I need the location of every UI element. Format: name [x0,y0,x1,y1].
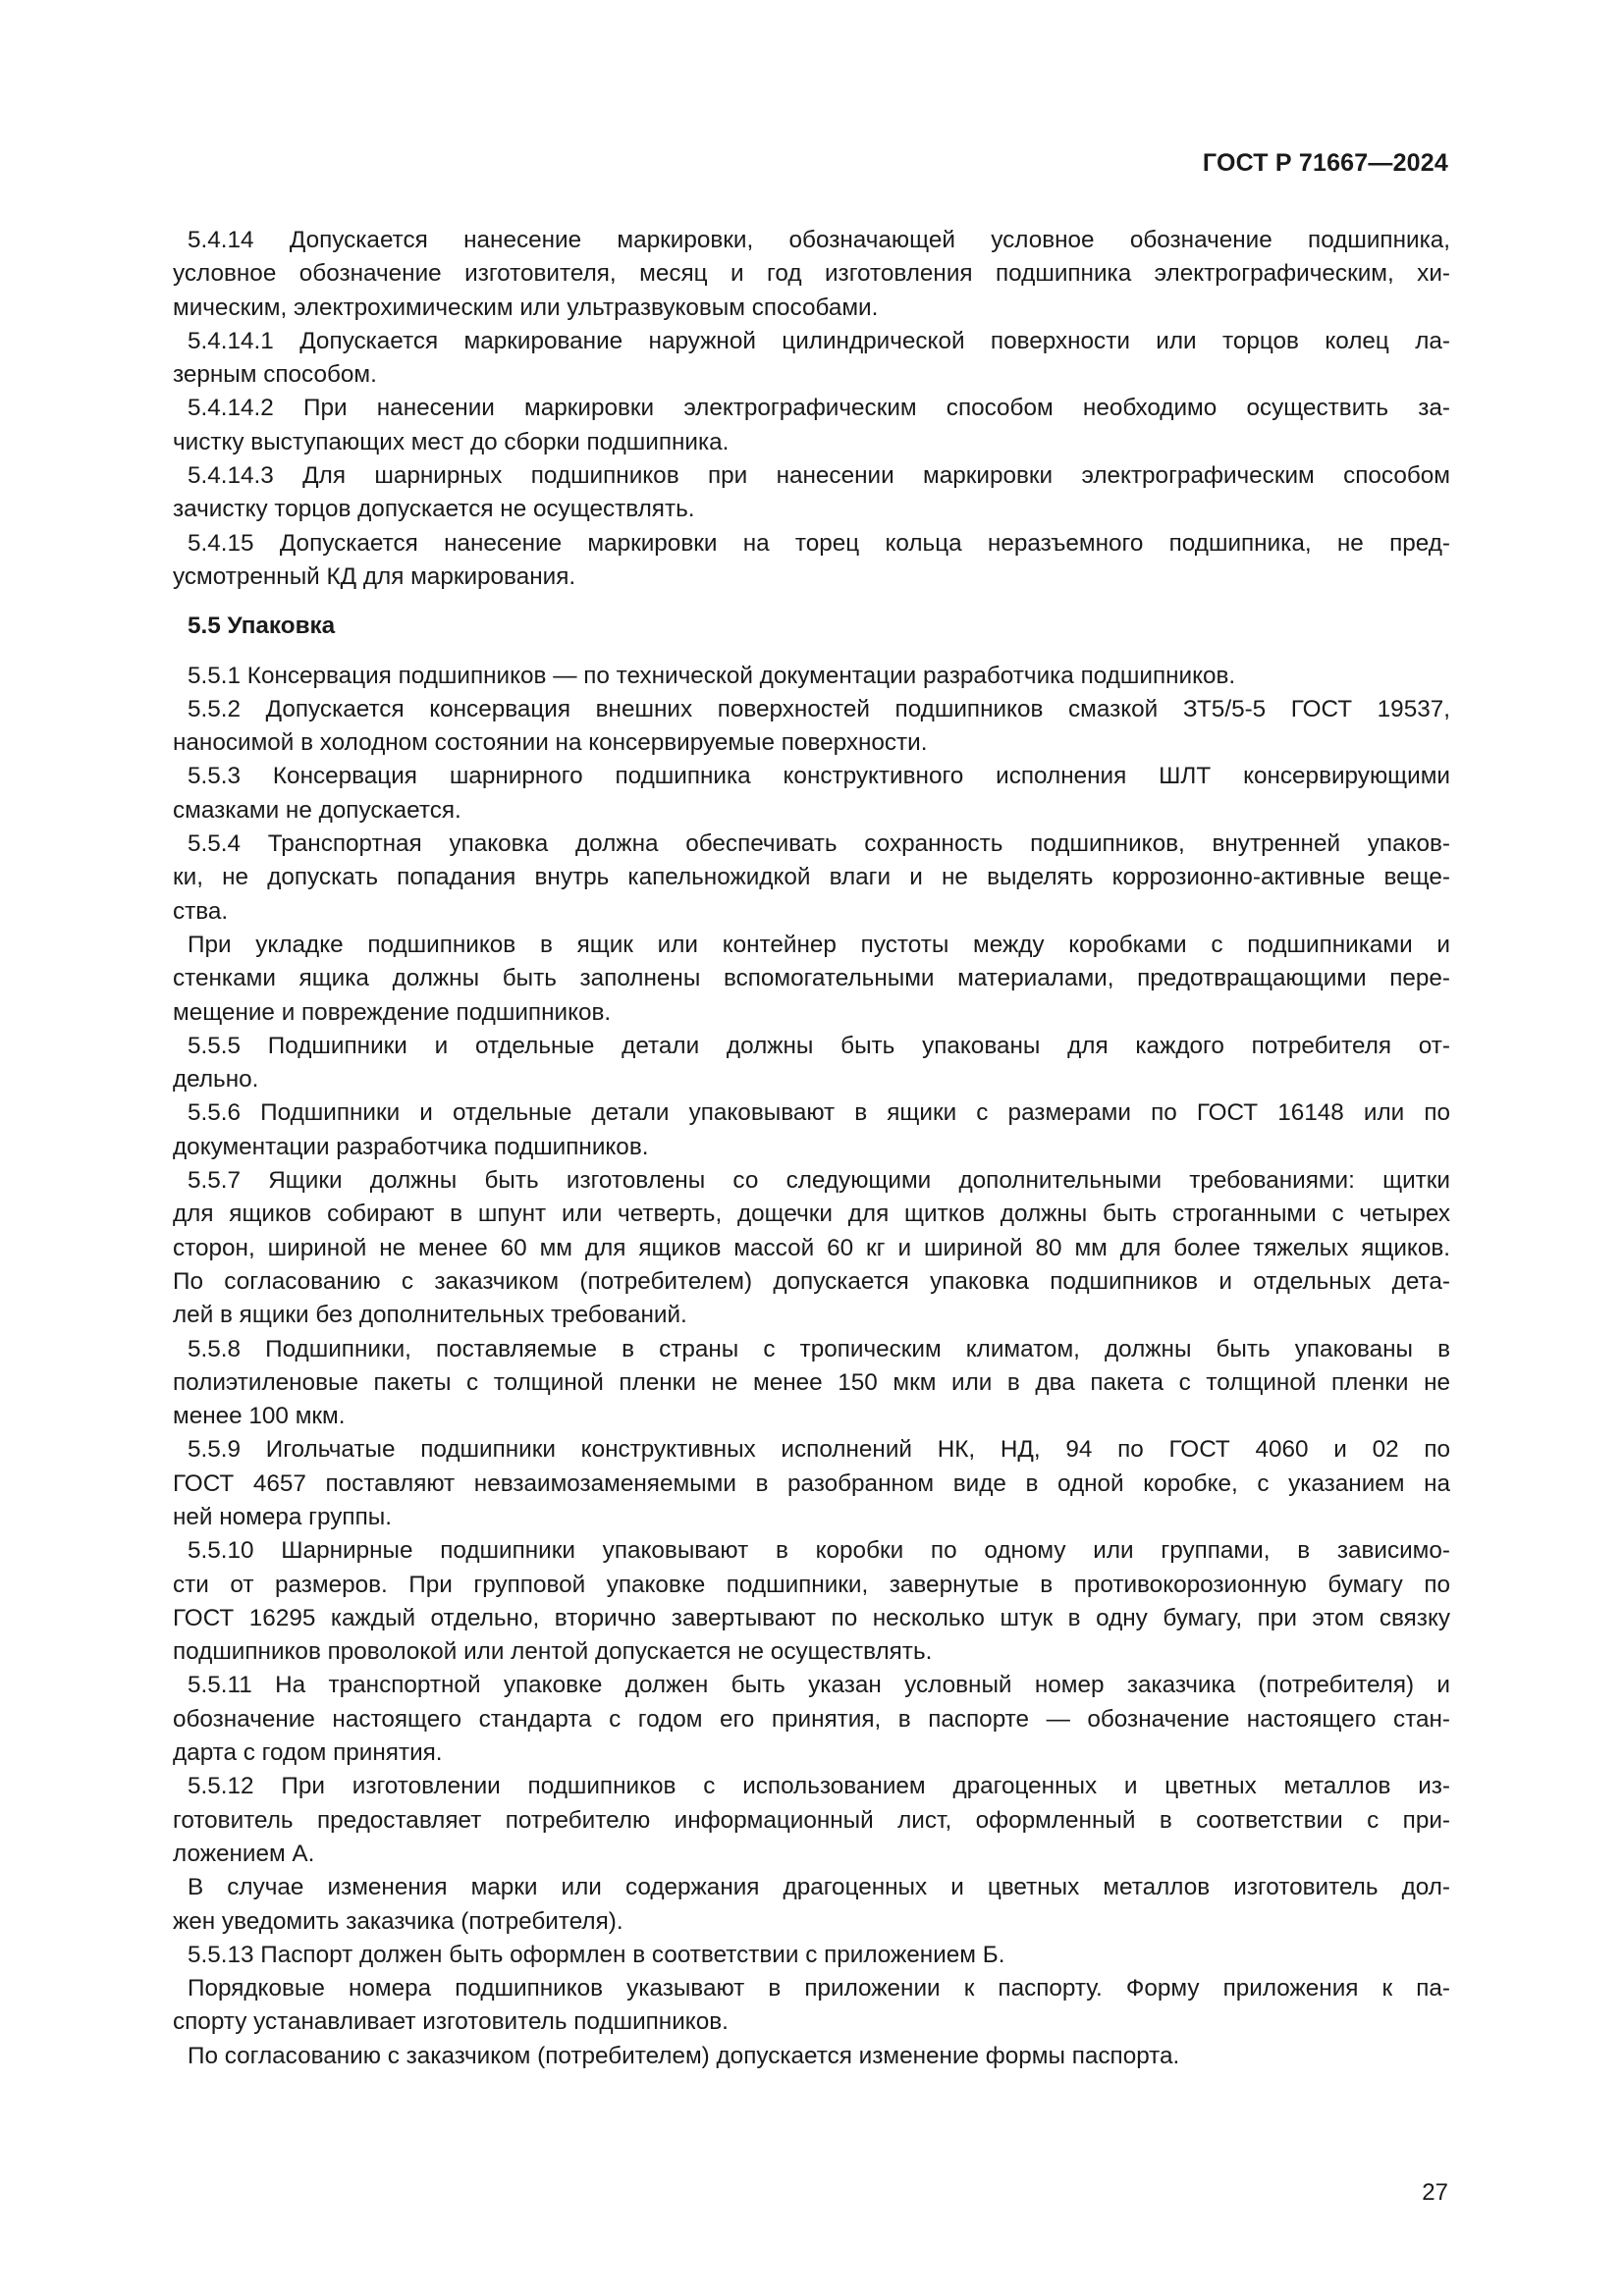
paragraph-line: 5.4.14 Допускается нанесение маркировки, обозначающей условное обозначение подшипника, [188,227,1450,253]
paragraph-line: подшипников проволокой или лентой допускается не осуществлять. [173,1638,933,1666]
paragraph-line: готовитель предоставляет потребителю информационный лист, оформленный в соответствии с при- [173,1806,1450,1834]
paragraph-line: сторон, шириной не менее 60 мм для ящиков массой 60 кг и шириной 80 мм для более тяжелых ящиков. [173,1234,1450,1261]
paragraph-line: 5.5.3 Консервация шарнирного подшипника конструктивного исполнения ШЛТ консервирующими [188,763,1450,790]
paragraph-line: 5.4.14.2 При нанесении маркировки электрографическим способом необходимо осуществить за- [188,395,1450,422]
paragraph-line: 5.5.12 При изготовлении подшипников с использованием драгоценных и цветных металлов из- [188,1773,1450,1800]
paragraph [173,392,1450,459]
paragraph-line: ГОСТ 4657 поставляют невзаимозаменяемыми в разобранном виде в одной коробке, с указанием на [173,1469,1450,1497]
paragraph [173,1669,1450,1770]
paragraphs-before [173,224,1450,594]
paragraph-line: ГОСТ 16295 каждый отдельно, вторично завертывают по несколько штук в одну бумагу, при этом связку [173,1604,1450,1631]
paragraph-line: 5.5.1 Консервация подшипников — по технической документации разработчика подшипников. [188,662,1236,689]
paragraph-line: зачистку торцов допускается не осуществлять. [173,496,695,523]
paragraph-line: При укладке подшипников в ящик или контейнер пустоты между коробками с подшипниками и [188,931,1450,958]
paragraph-line: ства. [173,897,229,925]
paragraph-line: спорту устанавливает изготовитель подшипников. [173,2008,729,2036]
paragraph-line: 5.4.15 Допускается нанесение маркировки на торец кольца неразъемного подшипника, не пред- [188,529,1450,557]
paragraph [173,224,1450,325]
paragraph-line: 5.5.10 Шарнирные подшипники упаковывают в коробки по одному или группами, в зависимо- [188,1537,1450,1565]
paragraph [173,1433,1450,1534]
paragraph [173,660,1450,693]
paragraph-line: усмотренный КД для маркирования. [173,562,576,590]
paragraph-line: 5.5.8 Подшипники, поставляемые в страны с тропическим климатом, должны быть упакованы в [188,1335,1450,1362]
paragraph-line: 5.5.4 Транспортная упаковка должна обеспечивать сохранность подшипников, внутренней упаков- [188,830,1450,858]
paragraph [173,828,1450,929]
paragraph [173,1972,1450,2040]
paragraph [173,2040,1450,2073]
paragraph-line: 5.5.7 Ящики должны быть изготовлены со следующими дополнительными требованиями: щитки [188,1167,1450,1195]
paragraph [173,1030,1450,1097]
paragraph [173,693,1450,761]
paragraph-line: 5.5.13 Паспорт должен быть оформлен в соответствии с приложением Б. [188,1941,1005,1968]
paragraph-line: для ящиков собирают в шпунт или четверть, дощечки для щитков должны быть строганными с четырех [173,1201,1450,1228]
paragraph-line: ки, не допускать попадания внутрь капельножидкой влаги и не выделять коррозионно-активные веще- [173,864,1450,891]
page-number: 27 [1422,2179,1448,2206]
paragraph-line: мическим, электрохимическим или ультразвуковым способами. [173,294,879,321]
paragraph-line: 5.4.14.1 Допускается маркирование наружной цилиндрической поверхности или торцов колец ла- [188,327,1450,354]
paragraph-line: обозначение настоящего стандарта с годом его принятия, в паспорте — обозначение настоящего стан- [173,1705,1450,1733]
page-header: ГОСТ Р 71667—2024 [1202,149,1448,177]
paragraph-line: По согласованию с заказчиком (потребителем) допускается упаковка подшипников и отдельных дета- [173,1267,1450,1295]
paragraph-line: По согласованию с заказчиком (потребителем) допускается изменение формы паспорта. [188,2042,1180,2069]
paragraph [173,459,1450,527]
paragraph-line: документации разработчика подшипников. [173,1133,649,1160]
section-title: 5.5 Упаковка [188,613,336,640]
paragraph-line: В случае изменения марки или содержания драгоценных и цветных металлов изготовитель дол- [188,1874,1450,1901]
paragraph-line: Порядковые номера подшипников указывают в приложении к паспорту. Форму приложения к па- [188,1975,1450,2002]
paragraphs-after [173,660,1450,2073]
paragraph [173,1939,1450,1972]
paragraph-line: стенками ящика должны быть заполнены вспомогательными материалами, предотвращающими пере- [173,965,1450,992]
paragraph-line: менее 100 мкм. [173,1403,346,1430]
paragraph-line: дельно. [173,1066,259,1094]
paragraph-line: 5.5.6 Подшипники и отдельные детали упаковывают в ящики с размерами по ГОСТ 16148 или по [188,1099,1450,1127]
paragraph [173,929,1450,1030]
paragraph-line: лей в ящики без дополнительных требований. [173,1302,687,1329]
paragraph-line: 5.5.9 Игольчатые подшипники конструктивных исполнений НК, НД, 94 по ГОСТ 4060 и 02 по [188,1436,1450,1464]
paragraph [173,1770,1450,1871]
paragraph-line: 5.5.5 Подшипники и отдельные детали должны быть упакованы для каждого потребителя от- [188,1032,1450,1059]
paragraph-line: чистку выступающих мест до сборки подшипника. [173,428,730,455]
paragraph-line: наносимой в холодном состоянии на консервируемые поверхности. [173,729,928,757]
paragraph-line: зерным способом. [173,361,377,389]
paragraph [173,1534,1450,1669]
paragraph-line: дарта с годом принятия. [173,1739,443,1767]
paragraph-line: мещение и повреждение подшипников. [173,998,612,1026]
paragraph [173,325,1450,393]
paragraph [173,1333,1450,1434]
paragraph-line: жен уведомить заказчика (потребителя). [173,1907,623,1935]
paragraph-line: 5.5.11 На транспортной упаковке должен быть указан условный номер заказчика (потребителя) и [188,1672,1450,1699]
paragraph [173,1096,1450,1164]
paragraph-line: ней номера группы. [173,1503,392,1530]
paragraph-line: ложением А. [173,1840,315,1867]
paragraph-line: смазками не допускается. [173,796,461,824]
paragraph-line: 5.5.2 Допускается консервация внешних поверхностей подшипников смазкой ЗТ5/5-5 ГОСТ 19537, [188,695,1450,722]
paragraph-line: полиэтиленовые пакеты с толщиной пленки не менее 150 мкм или в два пакета с толщиной пленки не [173,1368,1450,1396]
paragraph [173,527,1450,595]
paragraph-line: сти от размеров. При групповой упаковке подшипники, завернутые в противокорозионную бумагу по [173,1571,1450,1598]
paragraph [173,760,1450,828]
page-content [173,224,1450,2073]
paragraph-line: 5.4.14.3 Для шарнирных подшипников при нанесении маркировки электрографическим способом [188,462,1450,490]
paragraph [173,1871,1450,1939]
paragraph-line: условное обозначение изготовителя, месяц и год изготовления подшипника электрографическим, хи- [173,260,1450,288]
paragraph [173,1164,1450,1332]
